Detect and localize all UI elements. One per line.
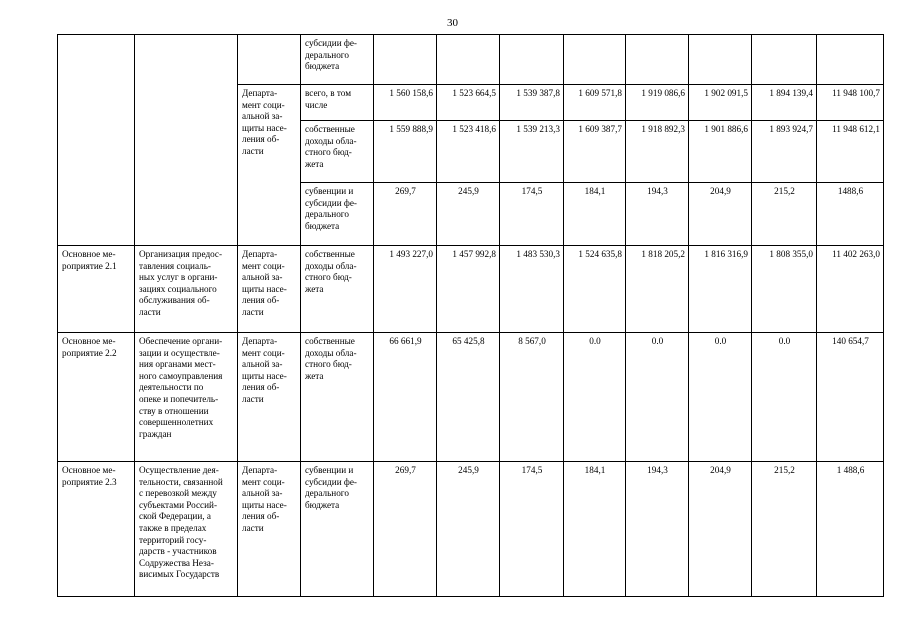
executor-cell	[238, 35, 301, 85]
value-cell: 174,5	[500, 462, 564, 597]
value-cell: 1 609 571,8	[564, 85, 626, 121]
value-cell	[564, 35, 626, 85]
description-cell: Обеспечение органи- зации и осуществле- ния органами мест- ного самоуправления деятельности по опеке и попечитель- ству в отношении совершеннолетних граждан	[135, 333, 238, 462]
funding-source-cell: субвенции и субсидии фе- дерального бюджета	[301, 183, 374, 246]
value-cell: 1488,6	[817, 183, 884, 246]
executor-cell: Департа- мент соци- альной за- щиты насе- ления об- ласти	[238, 246, 301, 333]
description-cell	[135, 35, 238, 246]
value-cell: 140 654,7	[817, 333, 884, 462]
value-cell: 1 918 892,3	[626, 121, 689, 183]
value-cell: 1 524 635,8	[564, 246, 626, 333]
value-cell: 1 894 139,4	[752, 85, 817, 121]
budget-table	[57, 34, 884, 597]
table-row	[58, 246, 884, 333]
value-cell: 184,1	[564, 183, 626, 246]
value-cell: 1 609 387,7	[564, 121, 626, 183]
value-cell: 245,9	[437, 183, 500, 246]
value-cell: 0.0	[626, 333, 689, 462]
table-row	[58, 462, 884, 597]
value-cell: 1 523 418,6	[437, 121, 500, 183]
value-cell: 1 560 158,6	[374, 85, 437, 121]
value-cell: 1 539 213,3	[500, 121, 564, 183]
page-number: 30	[447, 17, 458, 29]
value-cell: 1 559 888,9	[374, 121, 437, 183]
value-cell: 1 493 227,0	[374, 246, 437, 333]
funding-source-cell: субсидии фе- дерального бюджета	[301, 35, 374, 85]
value-cell	[374, 35, 437, 85]
value-cell: 215,2	[752, 462, 817, 597]
activity-cell	[58, 35, 135, 246]
value-cell	[626, 35, 689, 85]
executor-cell: Департа- мент соци- альной за- щиты насе- ления об- ласти	[238, 85, 301, 246]
description-cell: Осуществление дея- тельности, связанной с перевозкой между субъектами Россий- ской Федерации, а также в пределах территорий госу- дарств - участников Содружества Неза- висимых Государств	[135, 462, 238, 597]
value-cell: 1 816 316,9	[689, 246, 752, 333]
activity-cell: Основное ме- роприятие 2.3	[58, 462, 135, 597]
value-cell: 269,7	[374, 462, 437, 597]
executor-cell: Департа- мент соци- альной за- щиты насе- ления об- ласти	[238, 462, 301, 597]
description-cell: Организация предос- тавления социаль- ных услуг в органи- зациях социального обслуживания об- ласти	[135, 246, 238, 333]
value-cell: 194,3	[626, 462, 689, 597]
value-cell: 215,2	[752, 183, 817, 246]
value-cell: 1 488,6	[817, 462, 884, 597]
value-cell: 174,5	[500, 183, 564, 246]
value-cell: 269,7	[374, 183, 437, 246]
activity-cell: Основное ме- роприятие 2.2	[58, 333, 135, 462]
value-cell: 1 893 924,7	[752, 121, 817, 183]
value-cell: 194,3	[626, 183, 689, 246]
value-cell: 1 523 664,5	[437, 85, 500, 121]
activity-cell: Основное ме- роприятие 2.1	[58, 246, 135, 333]
executor-cell: Департа- мент соци- альной за- щиты насе- ления об- ласти	[238, 333, 301, 462]
value-cell: 66 661,9	[374, 333, 437, 462]
table-row	[58, 333, 884, 462]
value-cell: 11 948 100,7	[817, 85, 884, 121]
value-cell	[500, 35, 564, 85]
funding-source-cell: собственные доходы обла- стного бюд- жета	[301, 246, 374, 333]
value-cell: 1 483 530,3	[500, 246, 564, 333]
value-cell: 8 567,0	[500, 333, 564, 462]
value-cell: 1 539 387,8	[500, 85, 564, 121]
value-cell	[437, 35, 500, 85]
value-cell: 0.0	[752, 333, 817, 462]
funding-source-cell: субвенции и субсидии фе- дерального бюджета	[301, 462, 374, 597]
value-cell: 0.0	[689, 333, 752, 462]
value-cell: 245,9	[437, 462, 500, 597]
value-cell: 1 902 091,5	[689, 85, 752, 121]
value-cell: 204,9	[689, 183, 752, 246]
value-cell: 0.0	[564, 333, 626, 462]
funding-source-cell: всего, в том числе	[301, 85, 374, 121]
value-cell: 1 808 355,0	[752, 246, 817, 333]
value-cell	[689, 35, 752, 85]
value-cell	[817, 35, 884, 85]
table-row	[58, 35, 884, 85]
value-cell: 204,9	[689, 462, 752, 597]
value-cell: 11 948 612,1	[817, 121, 884, 183]
value-cell: 184,1	[564, 462, 626, 597]
funding-source-cell: собственные доходы обла- стного бюд- жета	[301, 121, 374, 183]
funding-source-cell: собственные доходы обла- стного бюд- жета	[301, 333, 374, 462]
value-cell: 1 818 205,2	[626, 246, 689, 333]
value-cell: 1 457 992,8	[437, 246, 500, 333]
value-cell: 11 402 263,0	[817, 246, 884, 333]
value-cell: 1 901 886,6	[689, 121, 752, 183]
value-cell: 1 919 086,6	[626, 85, 689, 121]
value-cell: 65 425,8	[437, 333, 500, 462]
value-cell	[752, 35, 817, 85]
